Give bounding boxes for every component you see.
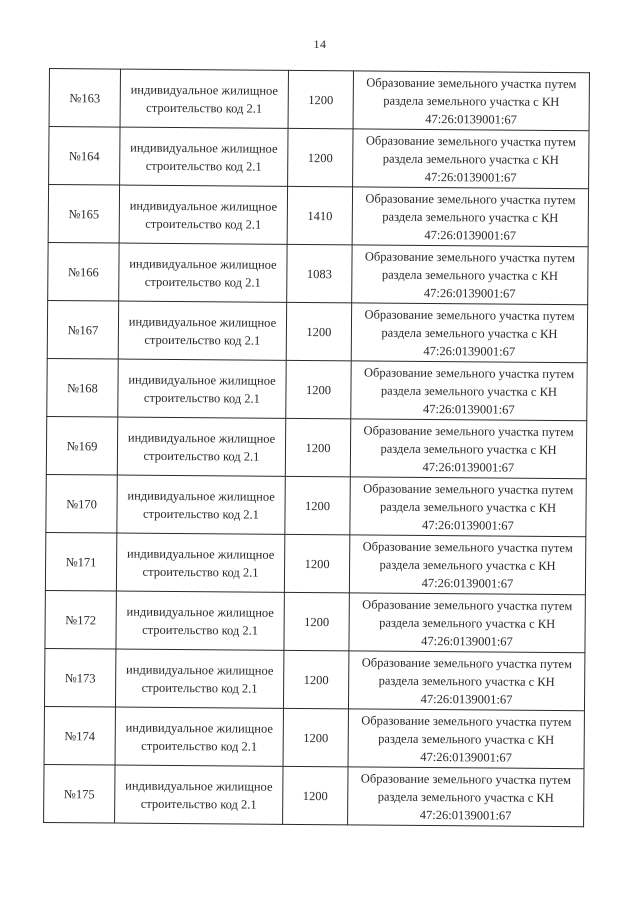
table-row [46,474,586,536]
plot-number-cell: №175 [44,764,115,823]
area-cell: 1200 [286,302,351,361]
permitted-use-line: строительство код 2.1 [144,332,261,348]
permitted-use-cell [116,591,284,650]
formation-method-cell [351,361,587,421]
cadastral-number-line: 47:26:0139001:67 [423,343,516,359]
area-cell: 1200 [285,476,350,535]
formation-method-line: Образование земельного участка путем [362,538,573,555]
formation-method-cell [349,535,585,595]
area-cell: 1200 [283,708,348,767]
formation-method-cell [348,709,584,769]
permitted-use-cell [118,359,286,418]
permitted-use-line: индивидуальное жилищное [130,140,278,156]
cadastral-number-line: 47:26:0139001:67 [421,633,513,649]
formation-method-line: раздела земельного участка с КН [379,499,557,515]
plot-number-cell: №171 [45,532,116,591]
cadastral-number-line: 47:26:0139001:67 [420,749,512,765]
permitted-use-line: строительство код 2.1 [145,158,262,174]
formation-method-line: раздела земельного участка с КН [383,93,560,109]
plot-number-cell: №173 [44,648,115,707]
table-row [48,242,588,304]
permitted-use-cell [118,301,286,360]
land-plots-table [43,68,590,827]
permitted-use-line: индивидуальное жилищное [127,488,275,504]
permitted-use-line: индивидуальное жилищное [129,256,277,272]
permitted-use-line: индивидуальное жилищное [125,778,273,794]
area-cell: 1200 [286,360,351,419]
cadastral-number-line: 47:26:0139001:67 [420,691,513,707]
permitted-use-line: строительство код 2.1 [142,506,260,522]
cadastral-number-line: 47:26:0139001:67 [422,459,515,475]
permitted-use-line: строительство код 2.1 [143,390,260,406]
table-row [48,185,588,247]
formation-method-line: раздела земельного участка с КН [379,615,556,631]
formation-method-line: Образование земельного участка путем [360,770,572,787]
area-cell: 1200 [283,766,348,825]
permitted-use-cell [116,533,284,592]
area-cell: 1200 [288,70,353,129]
formation-method-line: Образование земельного участка путем [363,364,575,381]
formation-method-line: раздела земельного участка с КН [377,789,554,805]
plot-number-cell: №166 [48,242,119,301]
formation-method-line: Образование земельного участка путем [363,422,574,439]
plot-number-cell: №174 [44,706,115,765]
permitted-use-cell [115,707,283,766]
permitted-use-line: индивидуальное жилищное [125,720,274,736]
formation-method-cell [351,303,587,363]
permitted-use-line: индивидуальное жилищное [126,662,274,678]
permitted-use-line: индивидуальное жилищное [128,372,276,388]
cadastral-number-line: 47:26:0139001:67 [422,517,514,533]
permitted-use-line: строительство код 2.1 [141,738,258,754]
plot-number-cell: №163 [49,69,120,128]
formation-method-line: раздела земельного участка с КН [382,209,559,225]
formation-method-line: Образование земельного участка путем [361,654,572,671]
permitted-use-line: строительство код 2.1 [142,622,259,638]
permitted-use-line: строительство код 2.1 [144,274,261,290]
cadastral-number-line: 47:26:0139001:67 [424,169,517,185]
plot-number-cell: №168 [47,358,118,417]
plot-number-cell: №167 [47,300,118,359]
table-row [46,416,586,478]
permitted-use-line: индивидуальное жилищное [128,314,277,330]
table-row [44,706,584,768]
area-cell: 1200 [284,592,349,651]
formation-method-line: Образование земельного участка путем [364,248,576,265]
table-row [49,69,589,131]
formation-method-line: Образование земельного участка путем [365,190,576,207]
formation-method-line: раздела земельного участка с КН [379,557,556,573]
formation-method-line: раздела земельного участка с КН [380,441,557,457]
cadastral-number-line: 47:26:0139001:67 [425,111,517,127]
table-row [44,648,584,710]
plot-number-cell: №170 [46,474,117,533]
formation-method-line: Образование земельного участка путем [361,712,572,729]
cadastral-number-line: 47:26:0139001:67 [424,227,517,243]
formation-method-cell [348,651,584,711]
permitted-use-line: строительство код 2.1 [145,216,262,232]
table-row [47,300,587,362]
permitted-use-line: индивидуальное жилищное [126,604,274,620]
plot-number-cell: №172 [45,590,116,649]
permitted-use-cell [120,69,288,128]
permitted-use-line: строительство код 2.1 [140,796,257,812]
permitted-use-cell [115,649,283,708]
permitted-use-cell [119,185,287,244]
permitted-use-line: строительство код 2.1 [142,564,259,580]
formation-method-cell [352,245,588,305]
cadastral-number-line: 47:26:0139001:67 [422,401,515,417]
formation-method-cell [350,477,586,537]
table-row [45,532,585,594]
formation-method-cell [353,71,589,131]
formation-method-line: раздела земельного участка с КН [378,673,555,689]
formation-method-line: раздела земельного участка с КН [381,325,558,341]
plot-number-cell: №165 [48,185,119,244]
permitted-use-cell [115,765,283,824]
table-row [49,127,589,189]
permitted-use-line: индивидуальное жилищное [129,198,278,214]
cadastral-number-line: 47:26:0139001:67 [423,285,516,301]
plot-number-cell: №164 [49,127,120,186]
permitted-use-line: строительство код 2.1 [146,100,263,116]
table-body [44,69,590,827]
cadastral-number-line: 47:26:0139001:67 [421,575,514,591]
formation-method-line: Образование земельного участка путем [366,74,577,91]
area-cell: 1200 [284,534,349,593]
table-row [45,590,585,652]
permitted-use-cell [117,475,285,534]
permitted-use-cell [119,243,287,302]
area-cell: 1200 [283,650,348,709]
formation-method-line: Образование земельного участка путем [363,480,574,497]
permitted-use-line: строительство код 2.1 [143,448,260,464]
table-row [44,764,584,826]
formation-method-line: раздела земельного участка с КН [380,383,558,399]
formation-method-cell [352,187,588,247]
table-row [47,358,587,420]
land-plots-table-wrapper [43,68,590,827]
permitted-use-cell [120,127,288,186]
permitted-use-line: строительство код 2.1 [141,680,258,696]
formation-method-line: Образование земельного участка путем [362,596,573,613]
area-cell: 1200 [285,418,350,477]
formation-method-line: раздела земельного участка с КН [378,731,555,747]
permitted-use-line: индивидуальное жилищное [130,82,279,98]
permitted-use-cell [117,417,285,476]
page-number: 14 [313,37,327,51]
formation-method-line: раздела земельного участка с КН [382,151,559,167]
formation-method-cell [349,593,585,653]
plot-number-cell: №169 [46,416,117,475]
formation-method-cell [353,129,589,189]
cadastral-number-line: 47:26:0139001:67 [419,807,512,823]
formation-method-line: Образование земельного участка путем [364,306,575,323]
permitted-use-line: индивидуальное жилищное [126,546,275,562]
area-cell: 1083 [287,244,352,303]
area-cell: 1200 [288,128,353,187]
formation-method-cell [350,419,586,479]
permitted-use-line: индивидуальное жилищное [127,430,276,446]
area-cell: 1410 [287,186,352,245]
formation-method-line: раздела земельного участка с КН [381,267,558,283]
formation-method-line: Образование земельного участка путем [365,132,577,149]
formation-method-cell [348,767,584,827]
